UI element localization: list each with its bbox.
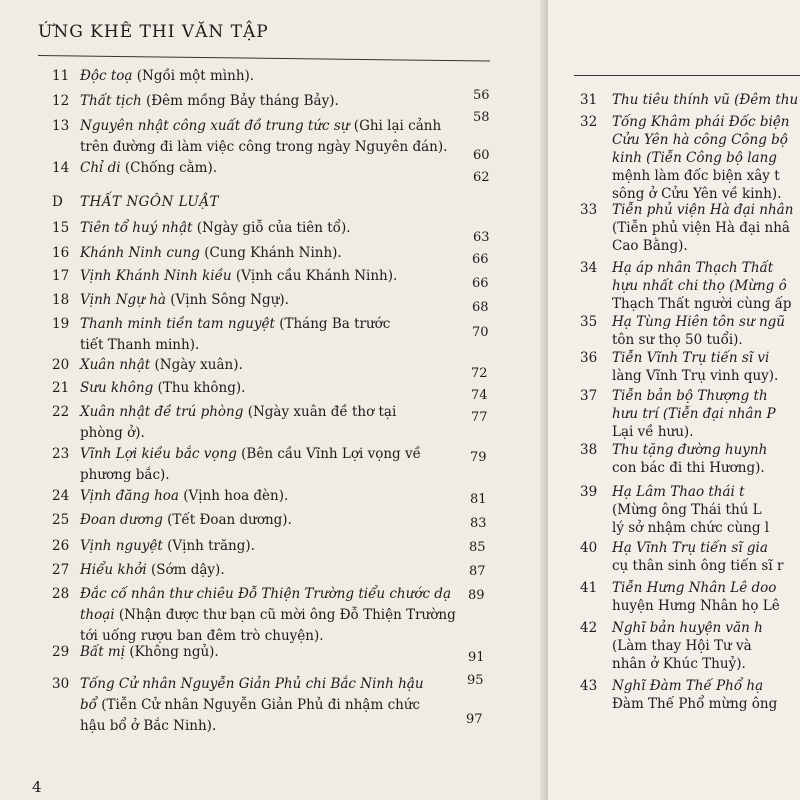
poem-title: Tiễn bản bộ Thượng th bbox=[612, 388, 768, 404]
entry-number: 17 bbox=[52, 268, 70, 284]
page-number: 58 bbox=[473, 110, 490, 125]
poem-gloss: (Vịnh trăng). bbox=[162, 538, 255, 554]
entry-number: 15 bbox=[52, 220, 70, 236]
poem-gloss: (Vịnh cầu Khánh Ninh). bbox=[231, 268, 398, 284]
entry-number: 36 bbox=[580, 350, 598, 366]
header-rule-right bbox=[574, 75, 800, 76]
page-number: 56 bbox=[473, 88, 490, 103]
entry-number: 19 bbox=[52, 316, 70, 332]
entry-line bbox=[80, 378, 245, 398]
page-number: 85 bbox=[469, 540, 486, 555]
toc-right-line bbox=[580, 618, 763, 638]
poem-title: Nghĩ Đàm Thế Phổ hạ bbox=[612, 678, 764, 694]
page-number: 66 bbox=[472, 252, 489, 267]
poem-title: Vịnh Khánh Ninh kiều bbox=[80, 268, 232, 284]
entry-number: 13 bbox=[52, 118, 70, 134]
entry-number: 38 bbox=[580, 442, 598, 458]
entry-number: 18 bbox=[52, 292, 70, 308]
entry-line bbox=[80, 642, 219, 662]
poem-title: sông ở Cửu Yên về kinh). bbox=[612, 186, 782, 202]
entry-line bbox=[80, 355, 243, 375]
poem-gloss: (Ngày xuân đề thơ tại bbox=[243, 404, 397, 420]
entry-number: 20 bbox=[52, 357, 70, 373]
entry-number: 43 bbox=[580, 678, 598, 694]
poem-title: kinh (Tiễn Công bộ lang bbox=[612, 150, 777, 166]
entry-line bbox=[80, 66, 254, 86]
poem-gloss: (Tháng Ba trước bbox=[274, 316, 391, 332]
entry-number: 41 bbox=[580, 580, 598, 596]
poem-title: Lại về hưu). bbox=[612, 424, 694, 440]
poem-title: bổ bbox=[80, 697, 97, 713]
entry-number: 22 bbox=[52, 404, 70, 420]
page-number: 77 bbox=[471, 410, 488, 425]
entry-number: 32 bbox=[580, 114, 598, 130]
entry-line bbox=[80, 465, 170, 485]
poem-title: Độc toạ bbox=[80, 68, 133, 84]
page-number: 97 bbox=[466, 712, 483, 727]
entry-line bbox=[80, 137, 447, 157]
poem-gloss: (Ngày giỗ của tiên tổ). bbox=[192, 220, 351, 236]
toc-right-line bbox=[580, 276, 787, 296]
entry-number: 37 bbox=[580, 388, 598, 404]
toc-right-line bbox=[580, 676, 763, 696]
poem-gloss: (Ngồi một mình). bbox=[132, 68, 255, 84]
poem-title: Cửu Yên hà công Công bộ bbox=[612, 132, 788, 148]
page-number: 72 bbox=[471, 366, 488, 381]
poem-title: Thu tặng đường huynh bbox=[612, 442, 768, 458]
poem-title: Tống Khâm phái Đốc biện bbox=[612, 114, 790, 130]
poem-title: Tiên tổ huý nhật bbox=[80, 220, 193, 236]
toc-right-line bbox=[580, 578, 776, 598]
page-number: 79 bbox=[470, 450, 487, 465]
poem-title: Cao Bằng). bbox=[612, 238, 688, 254]
entry-number: 30 bbox=[52, 676, 70, 692]
poem-gloss: (Tết Đoan dương). bbox=[162, 512, 292, 528]
poem-title: Tiễn phủ viện Hà đại nhân bbox=[612, 202, 794, 218]
poem-title: Thất tịch bbox=[80, 93, 142, 109]
poem-gloss: phòng ở). bbox=[80, 425, 145, 441]
entry-number: 33 bbox=[580, 202, 598, 218]
toc-right-line bbox=[580, 258, 773, 278]
entry-number: 25 bbox=[52, 512, 70, 528]
poem-gloss: phương bắc). bbox=[80, 467, 170, 483]
poem-gloss: (Bên cầu Vĩnh Lợi vọng về bbox=[236, 446, 421, 462]
entry-number: 39 bbox=[580, 484, 598, 500]
entry-number: 23 bbox=[52, 446, 70, 462]
poem-gloss: (Ghi lại cảnh bbox=[349, 118, 442, 134]
poem-title: Chỉ di bbox=[80, 160, 121, 176]
poem-title: con bác đi thi Hương). bbox=[612, 460, 765, 476]
page-number: 81 bbox=[470, 492, 487, 507]
toc-right-line bbox=[580, 366, 778, 386]
page-number: 63 bbox=[473, 230, 490, 245]
poem-gloss: (Thu không). bbox=[153, 380, 246, 396]
poem-title: Đắc cố nhân thư chiêu Đỗ Thiện Trường tiểu chước dạ bbox=[80, 586, 451, 602]
toc-right-line bbox=[580, 694, 777, 714]
poem-title: Vĩnh Lợi kiều bắc vọng bbox=[80, 446, 237, 462]
entry-line bbox=[80, 91, 339, 111]
page-number: 74 bbox=[471, 388, 488, 403]
entry-number: 24 bbox=[52, 488, 70, 504]
entry-line bbox=[80, 290, 289, 310]
page-number: 70 bbox=[472, 325, 489, 340]
poem-gloss: (Nhận được thư bạn cũ mời ông Đỗ Thiện Trường bbox=[114, 607, 456, 623]
toc-right-line bbox=[580, 518, 769, 538]
poem-title: (Làm thay Hội Tư và bbox=[612, 638, 752, 654]
page-number: 60 bbox=[473, 148, 490, 163]
poem-title: hựu nhất chi thọ (Mừng ô bbox=[612, 278, 787, 294]
page-number: 83 bbox=[470, 516, 487, 531]
entry-line bbox=[80, 402, 396, 422]
poem-title: Vịnh nguyệt bbox=[80, 538, 163, 554]
toc-right-line bbox=[580, 166, 780, 186]
poem-title: Hạ Tùng Hiên tôn sư ngũ bbox=[612, 314, 785, 330]
poem-title: mệnh làm đốc biện xây t bbox=[612, 168, 780, 184]
entry-number: 12 bbox=[52, 93, 70, 109]
entry-line bbox=[80, 266, 397, 286]
toc-right-line bbox=[580, 386, 768, 406]
entry-number: D bbox=[52, 194, 63, 210]
page-number: 87 bbox=[469, 564, 486, 579]
entry-line bbox=[80, 116, 441, 136]
entry-line bbox=[80, 716, 216, 736]
toc-right-line bbox=[580, 458, 765, 478]
poem-title: cụ thân sinh ông tiến sĩ r bbox=[612, 558, 784, 574]
entry-line bbox=[80, 510, 292, 530]
entry-number: 34 bbox=[580, 260, 598, 276]
poem-gloss: tiết Thanh minh). bbox=[80, 337, 200, 353]
poem-title: lý sở nhậm chức cùng l bbox=[612, 520, 770, 536]
toc-right-line bbox=[580, 112, 789, 132]
poem-gloss: (Chống cằm). bbox=[120, 160, 218, 176]
toc-right-line bbox=[580, 538, 768, 558]
poem-title: Nghĩ bản huyện văn h bbox=[612, 620, 763, 636]
toc-right-line bbox=[580, 312, 785, 332]
toc-right-line bbox=[580, 90, 798, 110]
poem-title: tôn sư thọ 50 tuổi). bbox=[612, 332, 743, 348]
poem-title: huyện Hưng Nhân họ Lê bbox=[612, 598, 780, 614]
toc-right-line bbox=[580, 556, 783, 576]
toc-right-line bbox=[580, 130, 788, 150]
poem-title: Hạ Vĩnh Trụ tiến sĩ gia bbox=[612, 540, 768, 556]
entry-number: 31 bbox=[580, 92, 598, 108]
entry-number: 11 bbox=[52, 68, 70, 84]
poem-title: Hiểu khởi bbox=[80, 562, 147, 578]
poem-gloss: (Vịnh hoa đèn). bbox=[178, 488, 289, 504]
poem-gloss: (Đêm mồng Bảy tháng Bảy). bbox=[141, 93, 339, 109]
poem-title: Bất mị bbox=[80, 644, 126, 660]
poem-title: Vịnh đăng hoa bbox=[80, 488, 179, 504]
entry-line bbox=[80, 218, 351, 238]
poem-title: Hạ Lâm Thao thái t bbox=[612, 484, 745, 500]
poem-title: Đàm Thế Phổ mừng ông bbox=[612, 696, 778, 712]
poem-title: nhân ở Khúc Thuỷ). bbox=[612, 656, 746, 672]
right-page bbox=[548, 0, 800, 800]
entry-line bbox=[80, 486, 288, 506]
poem-title: Thanh minh tiền tam nguyệt bbox=[80, 316, 275, 332]
poem-title: (Tiễn phủ viện Hà đại nhâ bbox=[612, 220, 790, 236]
toc-right-line bbox=[580, 200, 793, 220]
entry-number: 27 bbox=[52, 562, 70, 578]
toc-right-line bbox=[580, 440, 767, 460]
entry-number: 16 bbox=[52, 245, 70, 261]
page-number: 62 bbox=[473, 170, 490, 185]
poem-title: hưu trí (Tiễn đại nhân P bbox=[612, 406, 776, 422]
entry-line bbox=[80, 335, 199, 355]
poem-title: THẤT NGÔN LUẬT bbox=[80, 194, 219, 210]
entry-line bbox=[80, 423, 145, 443]
entry-line bbox=[80, 674, 424, 694]
toc-right-line bbox=[580, 348, 769, 368]
poem-gloss: (Không ngủ). bbox=[125, 644, 219, 660]
header-rule bbox=[38, 55, 490, 62]
toc-right-line bbox=[580, 330, 743, 350]
poem-gloss: (Cung Khánh Ninh). bbox=[199, 245, 342, 261]
poem-title: Xuân nhật bbox=[80, 357, 151, 373]
page-number: 66 bbox=[472, 276, 489, 291]
poem-title: Nguyên nhật công xuất đồ trung tức sự bbox=[80, 118, 350, 134]
toc-right-line bbox=[580, 636, 752, 656]
poem-title: Hạ áp nhân Thạch Thất bbox=[612, 260, 774, 276]
page-number: 89 bbox=[468, 588, 485, 603]
toc-right-line bbox=[580, 294, 792, 314]
poem-title: Sưu không bbox=[80, 380, 154, 396]
entry-number: 28 bbox=[52, 586, 70, 602]
poem-gloss: trên đường đi làm việc công trong ngày Nguyên đán). bbox=[80, 139, 448, 155]
running-header: ỨNG KHÊ THI VĂN TẬP bbox=[38, 22, 269, 42]
page-number: 91 bbox=[468, 650, 485, 665]
poem-title: thoại bbox=[80, 607, 115, 623]
poem-title: Đoan dương bbox=[80, 512, 163, 528]
entry-line bbox=[80, 314, 390, 334]
entry-number: 29 bbox=[52, 644, 70, 660]
toc-right-line bbox=[580, 404, 776, 424]
entry-line bbox=[80, 560, 225, 580]
toc-right-line bbox=[580, 500, 762, 520]
poem-title: Thu tiêu thính vũ (Đêm thu bbox=[612, 92, 799, 108]
poem-title: làng Vĩnh Trụ vinh quy). bbox=[612, 368, 779, 384]
poem-title: (Mừng ông Thái thú L bbox=[612, 502, 762, 518]
entry-number: 35 bbox=[580, 314, 598, 330]
poem-gloss: hậu bổ ở Bắc Ninh). bbox=[80, 718, 217, 734]
poem-title: Tiễn Hưng Nhân Lê doo bbox=[612, 580, 777, 596]
poem-title: Xuân nhật đề trú phòng bbox=[80, 404, 244, 420]
entry-line bbox=[80, 695, 420, 715]
entry-line bbox=[80, 444, 421, 464]
entry-number: 26 bbox=[52, 538, 70, 554]
poem-title: Vịnh Ngự hà bbox=[80, 292, 166, 308]
page-number: 68 bbox=[472, 300, 489, 315]
entry-line bbox=[80, 192, 219, 212]
toc-right-line bbox=[580, 596, 780, 616]
toc-right-line bbox=[580, 654, 746, 674]
entry-line bbox=[80, 536, 255, 556]
poem-title: Tống Cử nhân Nguyễn Giản Phủ chi Bắc Ninh hậu bbox=[80, 676, 424, 692]
entry-line bbox=[80, 158, 217, 178]
toc-right-line bbox=[580, 236, 688, 256]
toc-right-line bbox=[580, 482, 745, 502]
poem-gloss: (Tiễn Cử nhân Nguyễn Giản Phủ đi nhậm chức bbox=[96, 697, 421, 713]
folio-number: 4 bbox=[32, 778, 42, 796]
poem-gloss: tới uống rượu ban đêm trò chuyện). bbox=[80, 628, 324, 644]
entry-line bbox=[80, 584, 451, 604]
entry-number: 14 bbox=[52, 160, 70, 176]
entry-line bbox=[80, 243, 342, 263]
poem-title: Thạch Thất người cùng ấp bbox=[612, 296, 792, 312]
poem-gloss: (Ngày xuân). bbox=[150, 357, 243, 373]
toc-right-line bbox=[580, 218, 790, 238]
toc-right-line bbox=[580, 148, 777, 168]
poem-gloss: (Vịnh Sông Ngự). bbox=[165, 292, 289, 308]
poem-title: Khánh Ninh cung bbox=[80, 245, 200, 261]
poem-gloss: (Sớm dậy). bbox=[146, 562, 225, 578]
page-number: 95 bbox=[467, 673, 484, 688]
entry-line bbox=[80, 605, 456, 625]
toc-right-line bbox=[580, 422, 694, 442]
entry-number: 21 bbox=[52, 380, 70, 396]
entry-number: 42 bbox=[580, 620, 598, 636]
poem-title: Tiễn Vĩnh Trụ tiến sĩ vi bbox=[612, 350, 770, 366]
entry-number: 40 bbox=[580, 540, 598, 556]
